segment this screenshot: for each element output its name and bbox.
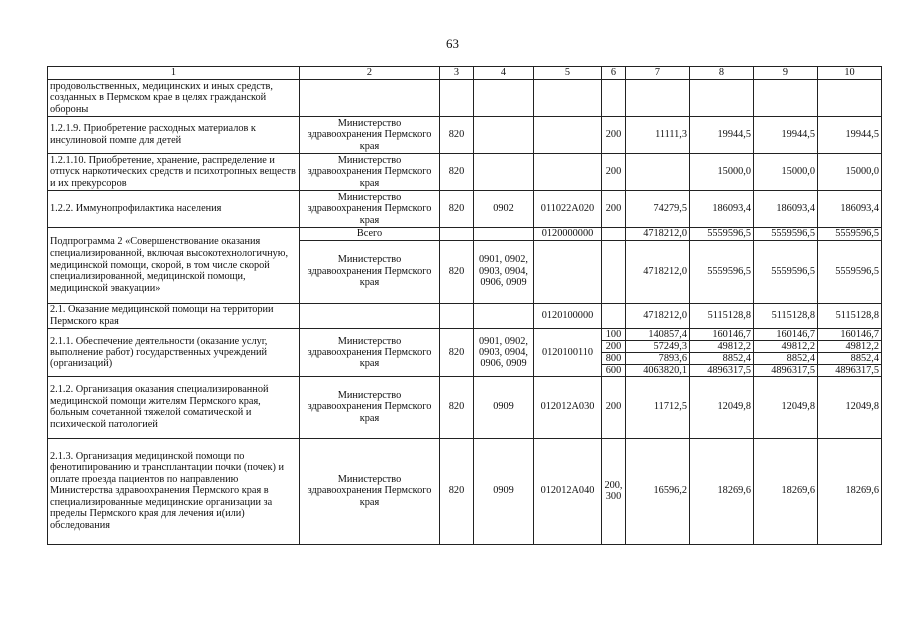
cell: 160146,7 [754, 328, 818, 340]
cell: 19944,5 [818, 117, 882, 154]
cell: 12049,8 [754, 376, 818, 438]
cell: 19944,5 [754, 117, 818, 154]
cell: 0901, 0902, 0903, 0904, 0906, 0909 [474, 240, 534, 303]
cell: 820 [440, 240, 474, 303]
cell: 5559596,5 [754, 228, 818, 241]
cell: 820 [440, 328, 474, 376]
cell [602, 240, 626, 303]
cell [440, 80, 474, 117]
cell: 0120100110 [534, 328, 602, 376]
cell: 4896317,5 [690, 364, 754, 376]
header-cell: 1 [48, 67, 300, 80]
cell: 012012A030 [534, 376, 602, 438]
cell [474, 303, 534, 328]
org-cell: Министерство здравоохранения Пермского края [300, 154, 440, 191]
cell: 4718212,0 [626, 228, 690, 241]
cell: 11111,3 [626, 117, 690, 154]
cell: 8852,4 [690, 352, 754, 364]
cell [626, 80, 690, 117]
cell: 820 [440, 191, 474, 228]
cell: 820 [440, 438, 474, 544]
cell: 15000,0 [754, 154, 818, 191]
cell: 160146,7 [690, 328, 754, 340]
cell: 820 [440, 154, 474, 191]
header-cell: 3 [440, 67, 474, 80]
cell: 74279,5 [626, 191, 690, 228]
cell [818, 80, 882, 117]
cell: 820 [440, 376, 474, 438]
cell: 800 [602, 352, 626, 364]
header-cell: 4 [474, 67, 534, 80]
cell: 200 [602, 154, 626, 191]
org-cell: Министерство здравоохранения Пермского края [300, 117, 440, 154]
cell: 12049,8 [818, 376, 882, 438]
header-cell: 2 [300, 67, 440, 80]
item-name: 1.2.2. Иммунопрофилактика населения [48, 191, 300, 228]
header-cell: 8 [690, 67, 754, 80]
cell: 15000,0 [690, 154, 754, 191]
cell: 5115128,8 [754, 303, 818, 328]
cell [534, 154, 602, 191]
cell [602, 80, 626, 117]
cell: 012012A040 [534, 438, 602, 544]
cell: 15000,0 [818, 154, 882, 191]
cell: 12049,8 [690, 376, 754, 438]
cell: 8852,4 [754, 352, 818, 364]
cell: 49812,2 [754, 340, 818, 352]
cell: 0120100000 [534, 303, 602, 328]
cell [534, 240, 602, 303]
table-row [48, 303, 882, 328]
cell: 5559596,5 [754, 240, 818, 303]
cell: 0909 [474, 438, 534, 544]
cell [440, 303, 474, 328]
table-header-row [48, 67, 882, 80]
cell [474, 228, 534, 241]
table-row [48, 376, 882, 438]
cell: 18269,6 [690, 438, 754, 544]
cell [602, 303, 626, 328]
item-name: 1.2.1.10. Приобретение, хранение, распределение и отпуск наркотических средств и психотропных веществ и их прекурсоров [48, 154, 300, 191]
cell: 4718212,0 [626, 303, 690, 328]
org-cell: Министерство здравоохранения Пермского края [300, 328, 440, 376]
header-cell: 6 [602, 67, 626, 80]
table-row [48, 80, 882, 117]
item-name: 1.2.1.9. Приобретение расходных материалов к инсулиновой помпе для детей [48, 117, 300, 154]
cell [534, 80, 602, 117]
cell: 16596,2 [626, 438, 690, 544]
item-name: Подпрограмма 2 «Совершенствование оказания специализированной, включая высокотехнологичную, медицинской помощи, скорой, в том числе скорой специализированной, медицинской помощи, медицинской эвакуации» [48, 228, 300, 304]
cell [534, 117, 602, 154]
org-cell: Министерство здравоохранения Пермского края [300, 240, 440, 303]
cell: 7893,6 [626, 352, 690, 364]
cell: 0120000000 [534, 228, 602, 241]
cell: 186093,4 [818, 191, 882, 228]
cell [474, 154, 534, 191]
cell: 5115128,8 [690, 303, 754, 328]
cell: 19944,5 [690, 117, 754, 154]
table-row [48, 154, 882, 191]
cell: 4718212,0 [626, 240, 690, 303]
cell [626, 154, 690, 191]
cell: 4896317,5 [818, 364, 882, 376]
org-cell [300, 303, 440, 328]
table-row [48, 117, 882, 154]
header-cell: 7 [626, 67, 690, 80]
org-cell [300, 80, 440, 117]
cell [602, 228, 626, 241]
header-cell: 9 [754, 67, 818, 80]
org-cell: Министерство здравоохранения Пермского края [300, 438, 440, 544]
cell [474, 117, 534, 154]
header-cell: 10 [818, 67, 882, 80]
item-name: продовольственных, медицинских и иных средств, созданных в Пермском крае в целях гражданской обороны [48, 80, 300, 117]
cell: 200 [602, 191, 626, 228]
cell: 186093,4 [690, 191, 754, 228]
item-name: 2.1.3. Организация медицинской помощи по фенотипированию и трансплантации почки (почек) и оплате проезда пациентов по направлению Министерства здравоохранения Пермского края в специализированные медицинские организации за пределы Пермского края для лечения и(или) обследования [48, 438, 300, 544]
cell: 18269,6 [818, 438, 882, 544]
cell: 200, 300 [602, 438, 626, 544]
cell: 4063820,1 [626, 364, 690, 376]
cell [474, 80, 534, 117]
cell: 18269,6 [754, 438, 818, 544]
cell: 0902 [474, 191, 534, 228]
cell [690, 80, 754, 117]
table-row [48, 438, 882, 544]
cell: 5559596,5 [818, 240, 882, 303]
cell: 5115128,8 [818, 303, 882, 328]
org-cell: Министерство здравоохранения Пермского края [300, 191, 440, 228]
cell: 186093,4 [754, 191, 818, 228]
cell: 5559596,5 [690, 228, 754, 241]
cell: 160146,7 [818, 328, 882, 340]
table-row [48, 228, 882, 241]
cell: 600 [602, 364, 626, 376]
cell: 100 [602, 328, 626, 340]
org-cell: Министерство здравоохранения Пермского края [300, 376, 440, 438]
cell: 820 [440, 117, 474, 154]
page-number: 63 [446, 36, 459, 51]
cell: 49812,2 [690, 340, 754, 352]
cell: 11712,5 [626, 376, 690, 438]
item-name: 2.1.1. Обеспечение деятельности (оказание услуг, выполнение работ) государственных учреждений (организаций) [48, 328, 300, 376]
budget-table [47, 66, 882, 545]
cell: 0909 [474, 376, 534, 438]
total-label: Всего [300, 228, 440, 241]
cell: 200 [602, 340, 626, 352]
item-name: 2.1.2. Организация оказания специализированной медицинской помощи жителям Пермского края, больным сочетанной тяжелой соматической и психической патологией [48, 376, 300, 438]
cell: 200 [602, 117, 626, 154]
cell: 5559596,5 [690, 240, 754, 303]
cell: 140857,4 [626, 328, 690, 340]
cell: 57249,3 [626, 340, 690, 352]
cell: 0901, 0902, 0903, 0904, 0906, 0909 [474, 328, 534, 376]
table-row [48, 328, 882, 340]
cell [754, 80, 818, 117]
table-row [48, 191, 882, 228]
cell: 011022A020 [534, 191, 602, 228]
item-name: 2.1. Оказание медицинской помощи на территории Пермского края [48, 303, 300, 328]
header-cell: 5 [534, 67, 602, 80]
cell: 5559596,5 [818, 228, 882, 241]
cell: 8852,4 [818, 352, 882, 364]
cell: 4896317,5 [754, 364, 818, 376]
cell [440, 228, 474, 241]
cell: 200 [602, 376, 626, 438]
cell: 49812,2 [818, 340, 882, 352]
